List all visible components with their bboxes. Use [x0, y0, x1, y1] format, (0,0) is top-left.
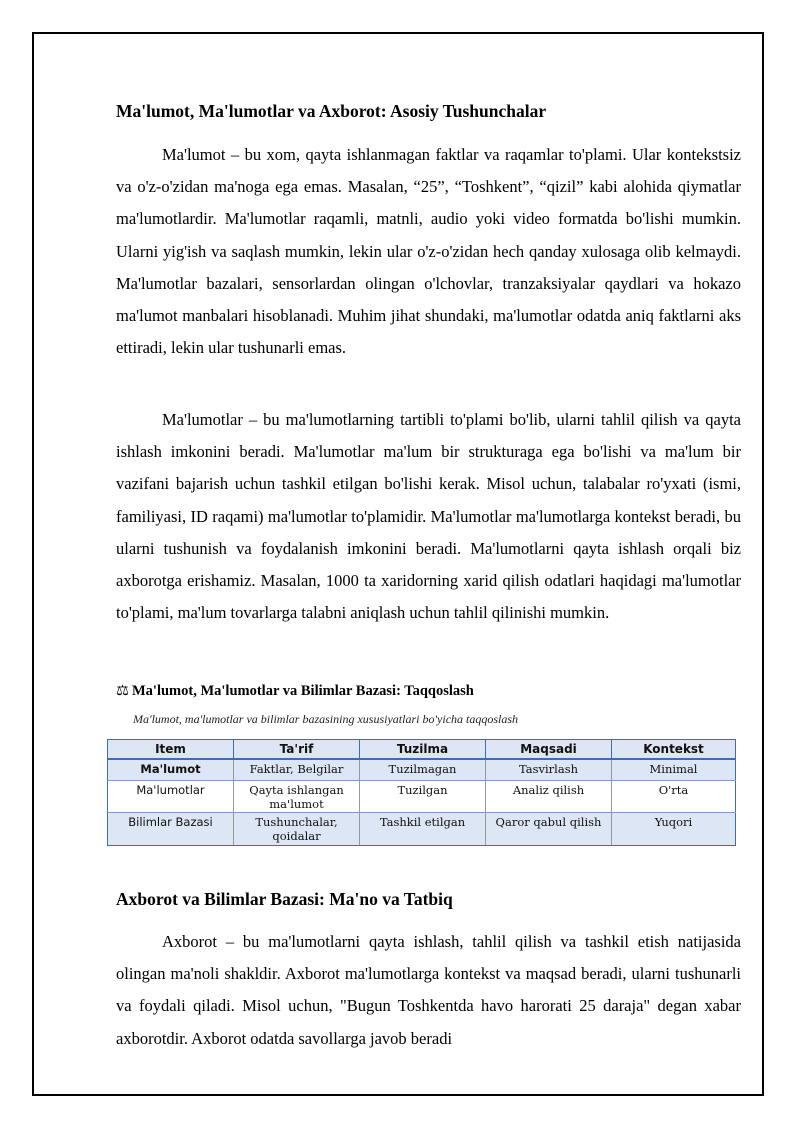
table-row: [108, 759, 736, 780]
comparison-table: [107, 739, 736, 846]
section-heading: Ma'lumot, Ma'lumotlar va Axborot: Asosiy Tushunchalar: [116, 101, 547, 121]
section-heading: Axborot va Bilimlar Bazasi: Ma'no va Tatbiq: [116, 889, 453, 909]
table-cell: Minimal: [612, 759, 736, 780]
table-cell: O'rta: [612, 780, 736, 812]
table-title-text: Ma'lumot, Ma'lumotlar va Bilimlar Bazasi: Taqqoslash: [132, 683, 474, 699]
table-subtitle: Ma'lumot, ma'lumotlar va bilimlar bazasining xususiyatlari bo'yicha taqqoslash: [133, 712, 519, 726]
row-header: Ma'lumotlar: [108, 780, 234, 812]
column-header: Tuzilma: [360, 740, 486, 760]
row-header: Bilimlar Bazasi: [108, 812, 234, 845]
table-cell: Qayta ishlangan ma'lumot: [234, 780, 360, 812]
column-header: Item: [108, 740, 234, 760]
column-header: Kontekst: [612, 740, 736, 760]
table-cell: Faktlar, Belgilar: [234, 759, 360, 780]
table-row: [108, 812, 736, 845]
scales-icon: ⚖: [116, 683, 129, 699]
table-cell: Qaror qabul qilish: [486, 812, 612, 845]
table-cell: Tushunchalar, qoidalar: [234, 812, 360, 845]
paragraph: Ma'lumotlar – bu ma'lumotlarning tartibli to'plami bo'lib, ularni tahlil qilish va qayta ishlash imkonini beradi. Ma'lumotlar ma'lum bir strukturaga ega bo'lishi va ma'lum bir vazifani bajarish uchun tashkil etilgan bo'lishi kerak. Misol uchun, talabalar ro'yxati (ismi, familiyasi, ID raqami) ma'lumotlar to'plamidir. Ma'lumotlar ma'lumotlarga kontekst beradi, bu ularni tushunish va foydalanish imkonini beradi. Ma'lumotlarni qayta ishlash orqali biz axborotga erishamiz. Masalan, 1000 ta xaridorning xarid qilish odatlari haqidagi ma'lumotlar to'plami, ma'lum tovarlarga talabni aniqlash uchun tahlil qilinishi mumkin.: [116, 410, 741, 623]
table-cell: Tuzilgan: [360, 780, 486, 812]
paragraph: Axborot – bu ma'lumotlarni qayta ishlash, tahlil qilish va tashkil etish natijasida olingan ma'noli shakldir. Axborot ma'lumotlarga kontekst va maqsad beradi, ularni tushunarli va foydali qiladi. Misol uchun, "Bugun Toshkentda havo harorati 25 daraja" degan xabar axborotdir. Axborot odatda savollarga javob beradi: [116, 932, 741, 1048]
table-header-row: [108, 740, 736, 760]
table-cell: Tashkil etilgan: [360, 812, 486, 845]
table-cell: Tasvirlash: [486, 759, 612, 780]
table-cell: Analiz qilish: [486, 780, 612, 812]
column-header: Ta'rif: [234, 740, 360, 760]
table-cell: Tuzilmagan: [360, 759, 486, 780]
column-header: Maqsadi: [486, 740, 612, 760]
table-row: [108, 780, 736, 812]
table-title: [116, 683, 746, 700]
table-cell: Yuqori: [612, 812, 736, 845]
row-header: Ma'lumot: [108, 759, 234, 780]
paragraph: Ma'lumot – bu xom, qayta ishlanmagan faktlar va raqamlar to'plami. Ular kontekstsiz va o'z-o'zidan ma'noga ega emas. Masalan, “25”, “Toshkent”, “qizil” kabi alohida qiymatlar ma'lumotlardir. Ma'lumotlar raqamli, matnli, audio yoki video formatda bo'lishi mumkin. Ularni yig'ish va saqlash mumkin, lekin ular o'z-o'zidan hech qanday xulosaga olib kelmaydi. Ma'lumotlar bazalari, sensorlardan olingan o'lchovlar, tranzaksiyalar qaydlari va hokazo ma'lumot manbalari hisoblanadi. Muhim jihat shundaki, ma'lumotlar odatda aniq faktlarni aks ettiradi, lekin ular tushunarli emas.: [116, 145, 741, 358]
